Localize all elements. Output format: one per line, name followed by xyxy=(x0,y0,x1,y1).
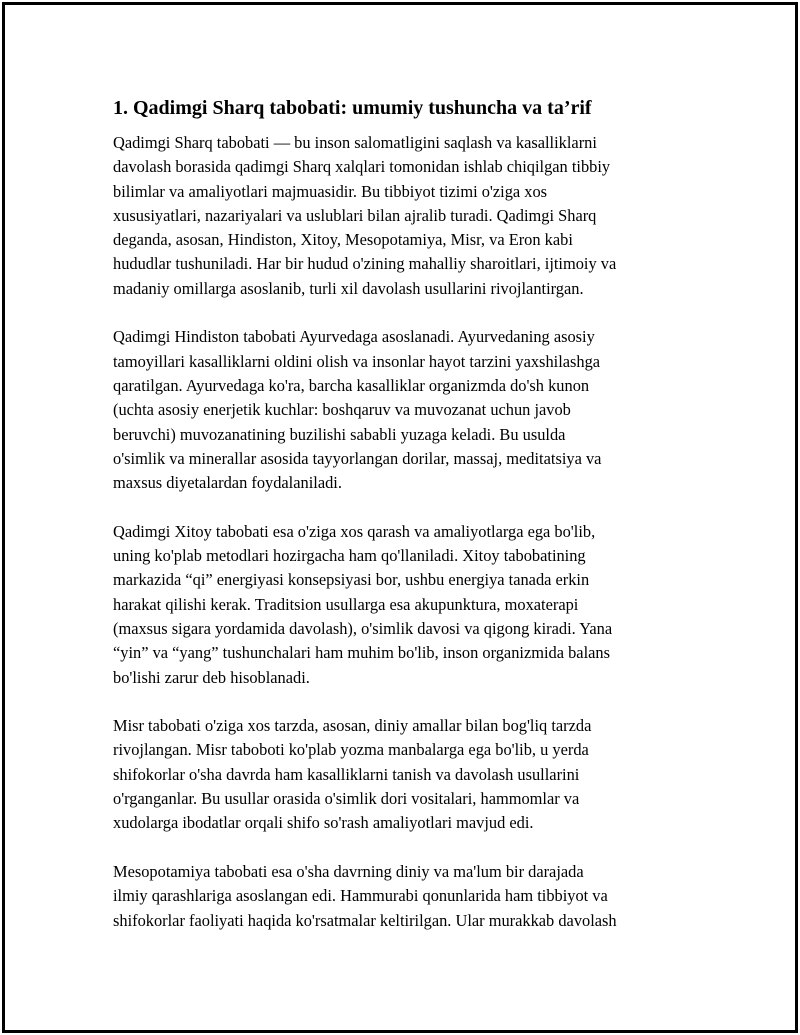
text-line: shifokorlar o'sha davrda ham kasalliklarni tanish va davolash usullarini xyxy=(113,764,580,784)
text-line: (maxsus sigara yordamida davolash), o'simlik davosi va qigong kiradi. Yana xyxy=(113,618,613,638)
text-line: bilimlar va amaliyotlari majmuasidir. Bu tibbiyot tizimi o'ziga xos xyxy=(113,181,548,201)
text-line: beruvchi) muvozanatining buzilishi sababli yuzaga keladi. Bu usulda xyxy=(113,424,566,444)
text-line: rivojlangan. Misr taboboti ko'plab yozma manbalarga ega bo'lib, u yerda xyxy=(113,740,589,760)
text-line: Mesopotamiya tabobati esa o'sha davrning diniy va ma'lum bir darajada xyxy=(113,861,584,881)
text-line: shifokorlar faoliyati haqida ko'rsatmalar keltirilgan. Ular murakkab davolash xyxy=(113,910,617,930)
text-line: xudolarga ibodatlar orqali shifo so'rash amaliyotlari mavjud edi. xyxy=(113,813,534,833)
paragraph-gap xyxy=(113,836,688,860)
paragraph-india xyxy=(113,325,688,495)
text-line: Qadimgi Xitoy tabobati esa o'ziga xos qarash va amaliyotlarga ega bo'lib, xyxy=(113,521,596,541)
text-line: qaratilgan. Ayurvedaga ko'ra, barcha kasalliklar organizmda do'sh kunon xyxy=(113,375,590,395)
text-line: maxsus diyetalardan foydalaniladi. xyxy=(113,473,342,493)
text-line: ilmiy qarashlariga asoslangan edi. Hammurabi qonunlarida ham tibbiyot va xyxy=(113,886,608,906)
text-line: harakat qilishi kerak. Traditsion usullarga esa akupunktura, moxaterapi xyxy=(113,594,579,614)
text-line: (uchta asosiy enerjetik kuchlar: boshqaruv va muvozanat uchun javob xyxy=(113,400,571,420)
text-line: tamoyillari kasalliklarni oldini olish va insonlar hayot tarzini yaxshilashga xyxy=(113,351,601,371)
text-line: madaniy omillarga asoslanib, turli xil davolash usullarini rivojlantirgan. xyxy=(113,278,584,298)
text-line: Misr tabobati o'ziga xos tarzda, asosan, diniy amallar bilan bog'liq tarzda xyxy=(113,716,592,736)
text-line: uning ko'plab metodlari hozirgacha ham qo'llaniladi. Xitoy tabobatining xyxy=(113,546,586,566)
paragraph-overview xyxy=(113,131,688,301)
text-line: Qadimgi Sharq tabobati — bu inson salomatligini saqlash va kasalliklarni xyxy=(113,133,597,152)
paragraph-mesopotamia xyxy=(113,860,688,933)
text-line: o'rganganlar. Bu usullar orasida o'simlik dori vositalari, hammomlar va xyxy=(113,789,580,809)
paragraph-gap xyxy=(113,301,688,325)
text-line: hududlar tushuniladi. Har bir hudud o'zining mahalliy sharoitlari, ijtimoiy va xyxy=(113,254,617,274)
paragraph-egypt xyxy=(113,714,688,835)
text-line: “yin” va “yang” tushunchalari ham muhim bo'lib, inson organizmida balans xyxy=(113,643,610,663)
text-line: markazida “qi” energiyasi konsepsiyasi bor, ushbu energiya tanada erkin xyxy=(113,570,590,590)
paragraph-gap xyxy=(113,690,688,714)
text-line: davolash borasida qadimgi Sharq xalqlari tomonidan ishlab chiqilgan tibbiy xyxy=(113,157,611,177)
section-heading: 1. Qadimgi Sharq tabobati: umumiy tushuncha va ta’rif xyxy=(113,97,592,119)
text-line: Qadimgi Hindiston tabobati Ayurvedaga asoslanadi. Ayurvedaning asosiy xyxy=(113,327,595,347)
document-body xyxy=(113,94,688,933)
text-line: xususiyatlari, nazariyalari va uslublari bilan ajralib turadi. Qadimgi Sharq xyxy=(113,205,597,225)
paragraph-gap xyxy=(113,495,688,519)
text-line: bo'lishi zarur deb hisoblanadi. xyxy=(113,667,310,687)
text-line: o'simlik va minerallar asosida tayyorlangan dorilar, massaj, meditatsiya va xyxy=(113,448,602,468)
text-line: deganda, asosan, Hindiston, Xitoy, Mesopotamiya, Misr, va Eron kabi xyxy=(113,230,573,250)
paragraph-china xyxy=(113,520,688,690)
